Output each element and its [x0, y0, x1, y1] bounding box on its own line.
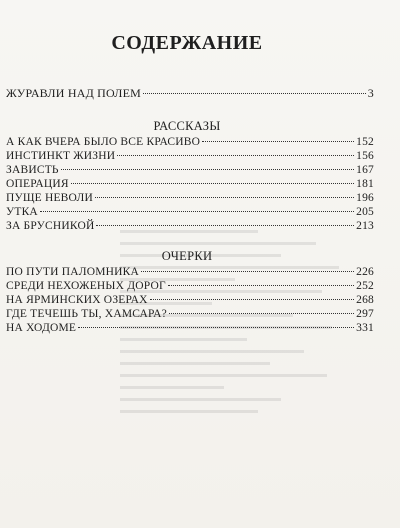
toc-entry-page: 213	[356, 220, 374, 232]
dot-leader	[143, 93, 366, 94]
toc-entry-title: ЖУРАВЛИ НАД ПОЛЕМ	[6, 86, 142, 100]
toc-entry-page: 181	[356, 178, 374, 190]
toc-entry	[6, 294, 374, 307]
toc-entry-page: 156	[356, 150, 374, 162]
toc-entry	[6, 308, 374, 321]
dot-leader	[117, 155, 354, 156]
toc-entry-title: УТКА	[6, 206, 38, 218]
toc-entry-page: 205	[356, 206, 374, 218]
dot-leader	[95, 197, 354, 198]
section-heading-essays: ОЧЕРКИ	[161, 249, 213, 263]
toc-entry-page: 226	[356, 266, 374, 278]
toc-entry-page: 252	[356, 280, 374, 292]
dot-leader	[40, 211, 354, 212]
toc-entry	[6, 266, 374, 279]
dot-leader	[61, 169, 354, 170]
toc-entry-page: 268	[356, 294, 374, 306]
toc-entry-title: СРЕДИ НЕХОЖЕНЫХ ДОРОГ	[6, 280, 166, 292]
toc-entry-title: ЗА БРУСНИКОЙ	[6, 220, 95, 232]
toc-entry	[6, 87, 374, 100]
toc-entry-title: А КАК ВЧЕРА БЫЛО ВСЕ КРАСИВО	[6, 136, 201, 148]
toc-entry-title: ЗАВИСТЬ	[6, 164, 59, 176]
dot-leader	[168, 285, 354, 286]
toc-entry	[6, 136, 374, 149]
dot-leader	[78, 327, 354, 328]
toc-entry-page: 297	[356, 308, 374, 320]
toc-entry	[6, 150, 374, 163]
toc-entry-page: 167	[356, 164, 374, 176]
toc-entry-title: ПО ПУТИ ПАЛОМНИКА	[6, 266, 140, 278]
toc-entry-page: 152	[356, 136, 374, 148]
dot-leader	[169, 313, 354, 314]
toc-entry	[6, 322, 374, 335]
toc-entry-title: ИНСТИНКТ ЖИЗНИ	[6, 150, 116, 162]
toc-entry-title: НА ХОДОМЕ	[6, 322, 77, 334]
dot-leader	[150, 299, 355, 300]
toc-entry-page: 3	[367, 86, 374, 100]
toc-entry-title: ПУЩЕ НЕВОЛИ	[6, 192, 93, 204]
toc-entry-title: ОПЕРАЦИЯ	[6, 178, 69, 190]
dot-leader	[141, 271, 354, 272]
section-heading-stories: РАССКАЗЫ	[153, 119, 221, 133]
toc-entry-title: НА ЯРМИНСКИХ ОЗЕРАХ	[6, 294, 148, 306]
toc-entry	[6, 220, 374, 233]
toc-entry	[6, 192, 374, 205]
toc-entry-title: ГДЕ ТЕЧЕШЬ ТЫ, ХАМСАРА?	[6, 308, 167, 320]
toc-entry	[6, 178, 374, 191]
toc-entry	[6, 206, 374, 219]
page-title: СОДЕРЖАНИЕ	[111, 32, 263, 54]
dot-leader	[96, 225, 354, 226]
toc-entry-page: 331	[356, 322, 374, 334]
dot-leader	[202, 141, 354, 142]
dot-leader	[71, 183, 354, 184]
toc-entry	[6, 164, 374, 177]
toc-entry	[6, 280, 374, 293]
toc-entry-page: 196	[356, 192, 374, 204]
